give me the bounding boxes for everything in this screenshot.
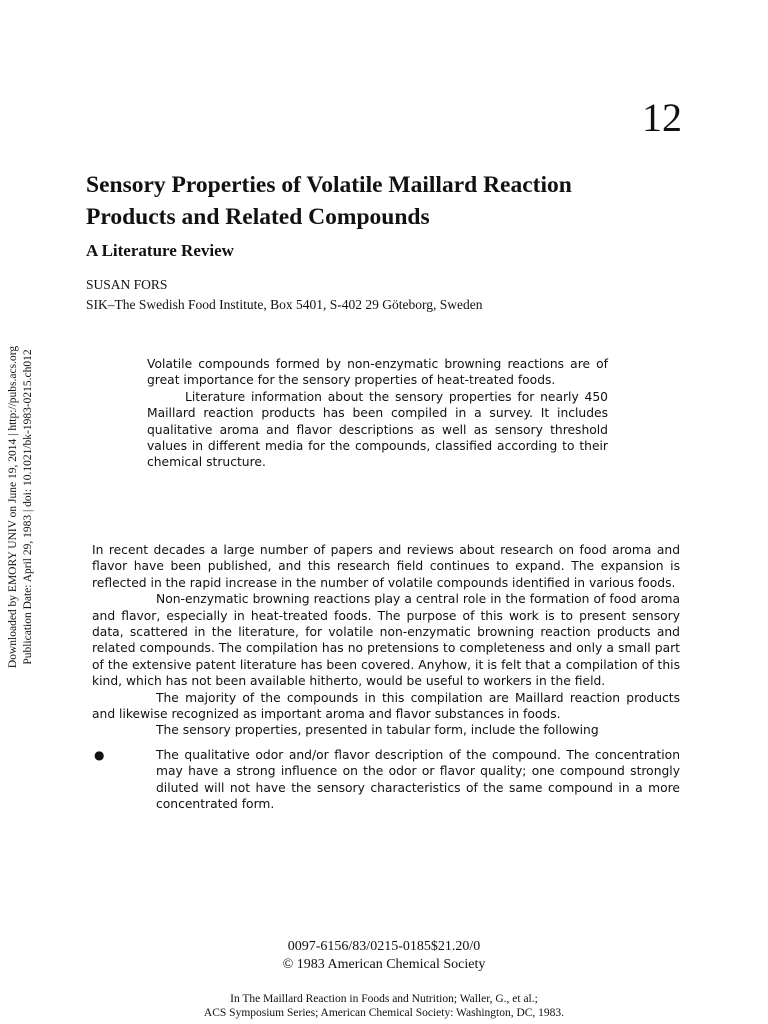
- bullet-item: [92, 747, 680, 813]
- chapter-subtitle: A Literature Review: [86, 241, 234, 260]
- body-text: [92, 542, 680, 813]
- chapter-number: 12: [642, 95, 682, 140]
- bullet-text: The qualitative odor and/or flavor description of the compound. The concentration may have a strong influence on the odor or flavor quality; one compound strongly diluted will not have the sensory characteristics of the same compound in a more concentrated form.: [156, 747, 680, 812]
- footer-line-2: ACS Symposium Series; American Chemical Society: Washington, DC, 1983.: [203, 1007, 565, 1019]
- author-affiliation: SIK–The Swedish Food Institute, Box 5401, S-402 29 Göteborg, Sweden: [86, 297, 483, 312]
- citation-footer: [0, 992, 768, 1020]
- body-paragraph-2: Non-enzymatic browning reactions play a central role in the formation of food aroma and flavor, especially in heat-treated foods. The purpose of this work is to present sensory data, scattered in the literature, for volatile non-enzymatic browning reaction products and related compounds. The compilation has no pretensions to completeness and only a small part of the extensive patent literature has been covered. Anyhow, it is felt that a compilation of this kind, which has not been available hitherto, would be useful to workers in the field.: [92, 592, 680, 689]
- body-paragraph-1: In recent decades a large number of papers and reviews about research on food aroma and flavor have been published, and this research field continues to expand. The expansion is reflected in the rapid increase in the number of volatile compounds identified in various foods.: [92, 543, 680, 590]
- abstract-paragraph-1: Volatile compounds formed by non-enzymatic browning reactions are of great importance for the sensory properties of heat-treated foods.: [147, 357, 608, 388]
- title-line-2: Products and Related Compounds: [86, 204, 430, 230]
- footer-line-1: In The Maillard Reaction in Foods and Nutrition; Waller, G., et al.;: [230, 993, 538, 1005]
- chapter-title: [86, 169, 696, 233]
- bullet-icon: ●: [94, 747, 105, 762]
- body-paragraph-3: The majority of the compounds in this compilation are Maillard reaction products and likewise recognized as important aroma and flavor substances in foods.: [92, 690, 680, 722]
- title-line-1: Sensory Properties of Volatile Maillard Reaction: [86, 172, 572, 198]
- download-watermark: [0, 322, 42, 692]
- watermark-line-2: Publication Date: April 29, 1983 | doi: 10.1021/bk-1983-0215.ch012: [22, 349, 34, 665]
- copyright-notice: © 1983 American Chemical Society: [282, 957, 486, 972]
- author-name: SUSAN FORS: [86, 277, 168, 292]
- abstract-paragraph-2: Literature information about the sensory properties for nearly 450 Maillard reaction products has been compiled in a survey. It includes qualitative aroma and flavor descriptions as well as sensory threshold values in different media for the compounds, classified according to their chemical structure.: [147, 389, 608, 470]
- watermark-line-1: Downloaded by EMORY UNIV on June 19, 2014 | http://pubs.acs.org: [7, 345, 19, 669]
- copyright-code: 0097-6156/83/0215-0185$21.20/0: [287, 939, 481, 954]
- copyright-block: [0, 938, 768, 974]
- body-paragraph-4: The sensory properties, presented in tabular form, include the following: [156, 723, 599, 738]
- abstract: [147, 356, 608, 471]
